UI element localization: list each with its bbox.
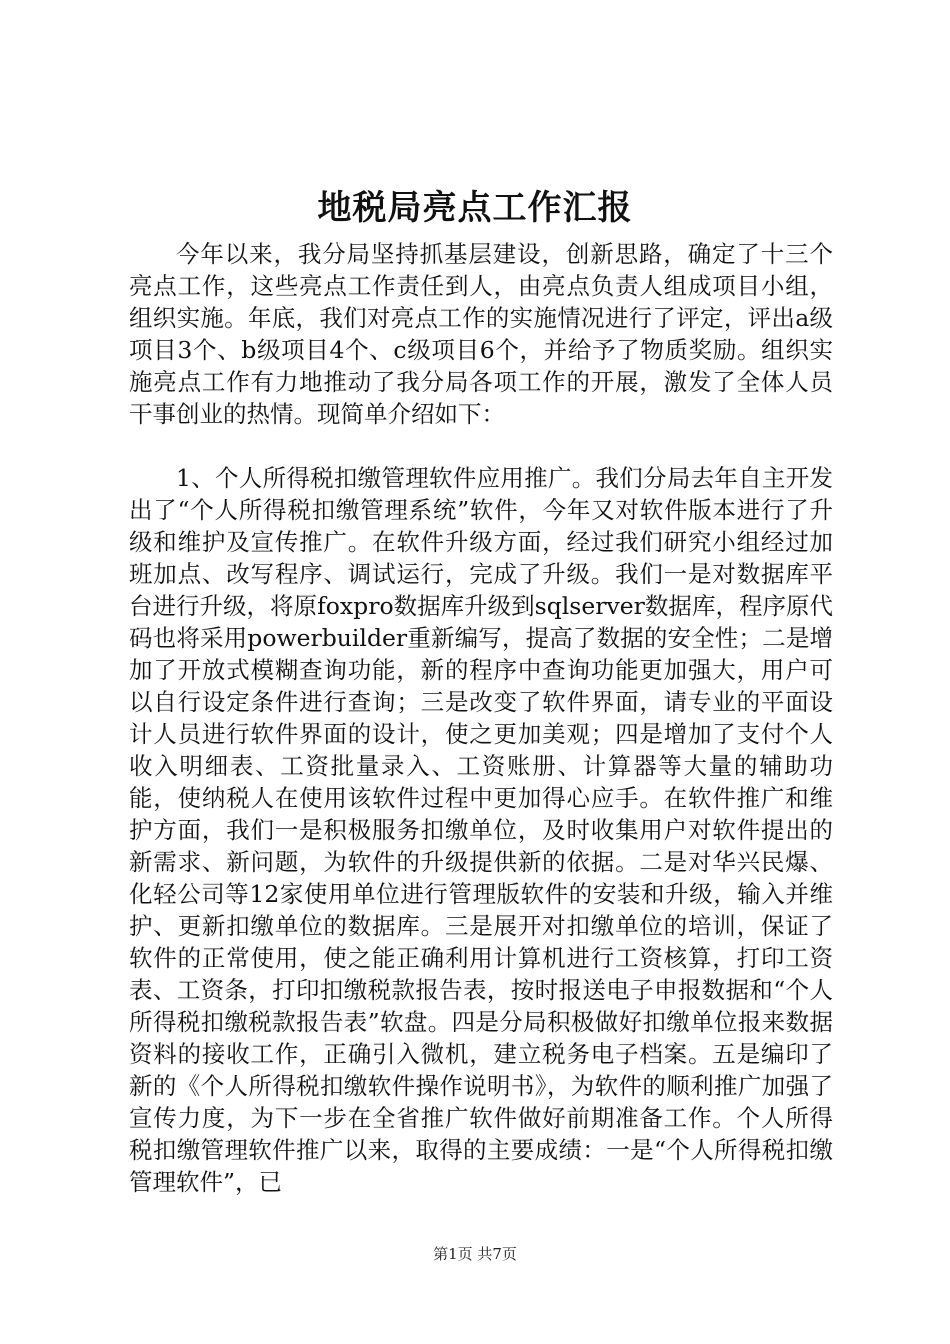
page-number-footer: 第1页 共7页 <box>433 1245 517 1263</box>
document-body <box>129 238 833 1198</box>
section-1-paragraph: 1、个人所得税扣缴管理软件应用推广。我们分局去年自主开发出了“个人所得税扣缴管理系统”软件，今年又对软件版本进行了升级和维护及宣传推广。在软件升级方面，经过我们研究小组经过加班加点、改写程序、调试运行，完成了升级。我们一是对数据库平台进行升级，将原foxpro数据库升级到sqlserver数据库，程序原代码也将采用powerbuilder重新编写，提高了数据的安全性；二是增加了开放式模糊查询功能，新的程序中查询功能更加强大，用户可以自行设定条件进行查询；三是改变了软件界面，请专业的平面设计人员进行软件界面的设计，使之更加美观；四是增加了支付个人收入明细表、工资批量录入、工资账册、计算器等大量的辅助功能，使纳税人在使用该软件过程中更加得心应手。在软件推广和维护方面，我们一是积极服务扣缴单位，及时收集用户对软件提出的新需求、新问题，为软件的升级提供新的依据。二是对华兴民爆、化轻公司等12家使用单位进行管理版软件的安装和升级，输入并维护、更新扣缴单位的数据库。三是展开对扣缴单位的培训，保证了软件的正常使用，使之能正确利用计算机进行工资核算，打印工资表、工资条，打印扣缴税款报告表，按时报送电子申报数据和“个人所得税扣缴税款报告表”软盘。四是分局积极做好扣缴单位报来数据资料的接收工作，正确引入微机，建立税务电子档案。五是编印了新的《个人所得税扣缴软件操作说明书》，为软件的顺利推广加强了宣传力度，为下一步在全省推广软件做好前期准备工作。个人所得税扣缴管理软件推广以来，取得的主要成绩：一是“个人所得税扣缴管理软件”，已 <box>129 464 833 1196</box>
intro-paragraph: 今年以来，我分局坚持抓基层建设，创新思路，确定了十三个亮点工作，这些亮点工作责任到人，由亮点负责人组成项目小组，组织实施。年底，我们对亮点工作的实施情况进行了评定，评出a级项目3个、b级项目4个、c级项目6个，并给予了物质奖励。组织实施亮点工作有力地推动了我分局各项工作的开展，激发了全体人员干事创业的热情。现简单介绍如下： <box>129 240 833 428</box>
document-title: 地税局亮点工作汇报 <box>317 188 633 228</box>
